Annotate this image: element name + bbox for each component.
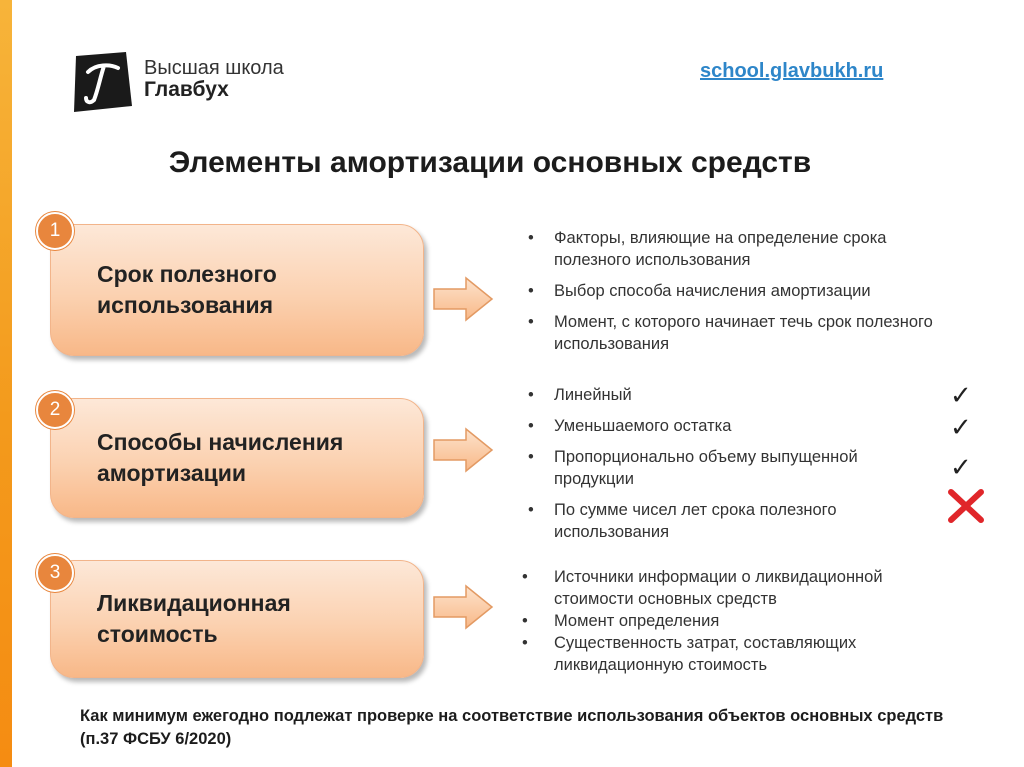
block-1-number-badge: 1 <box>36 212 74 250</box>
list-item: • По сумме чисел лет срока полезного использования <box>522 499 932 543</box>
block-1-card <box>50 224 424 356</box>
list-item: • Источники информации о ликвидационной стоимости основных средств <box>516 566 956 610</box>
left-accent-strip <box>0 0 12 767</box>
check-mark-icon: ✓ <box>950 380 972 410</box>
list-item: • Момент определения <box>516 610 956 632</box>
list-item: • Факторы, влияющие на определение срока полезного использования <box>522 227 962 271</box>
block-3-title: Ликвидационная стоимость <box>97 590 291 647</box>
list-item: • Пропорционально объему выпущенной продукции <box>522 446 932 490</box>
logo-mark-icon <box>70 52 132 112</box>
block-3-number-badge: 3 <box>36 554 74 592</box>
footnote: Как минимум ежегодно подлежат проверке на соответствие использования объектов основных средств (п.37 ФСБУ 6/2020) <box>80 707 944 748</box>
check-mark-icon: ✓ <box>950 452 972 482</box>
block-2-arrow-icon <box>432 427 494 473</box>
list-item: • Существенность затрат, составляющих ликвидационную стоимость <box>516 632 956 676</box>
block-3-arrow-icon <box>432 584 494 630</box>
logo-line-1: Высшая школа <box>144 57 284 79</box>
check-mark-icon: ✓ <box>950 412 972 442</box>
block-2-bullet-list <box>522 384 932 552</box>
block-2-title: Способы начисления амортизации <box>97 429 344 486</box>
list-item: • Линейный <box>522 384 932 406</box>
block-1-bullet-list <box>522 227 962 364</box>
block-3-bullet-list <box>516 566 956 676</box>
block-1-arrow-icon <box>432 276 494 322</box>
logo-text <box>144 57 284 101</box>
block-2-card <box>50 398 424 518</box>
cross-mark-icon <box>946 488 986 524</box>
site-link[interactable]: school.glavbukh.ru <box>700 60 884 82</box>
block-3-card <box>50 560 424 678</box>
list-item: • Выбор способа начисления амортизации <box>522 280 962 302</box>
list-item: • Момент, с которого начинает течь срок полезного использования <box>522 311 962 355</box>
logo <box>70 48 330 118</box>
block-1-title: Срок полезного использования <box>97 261 277 318</box>
logo-line-2: Главбух <box>144 78 229 101</box>
page-title: Элементы амортизации основных средств <box>168 146 812 179</box>
block-2-number-badge: 2 <box>36 391 74 429</box>
list-item: • Уменьшаемого остатка <box>522 415 932 437</box>
